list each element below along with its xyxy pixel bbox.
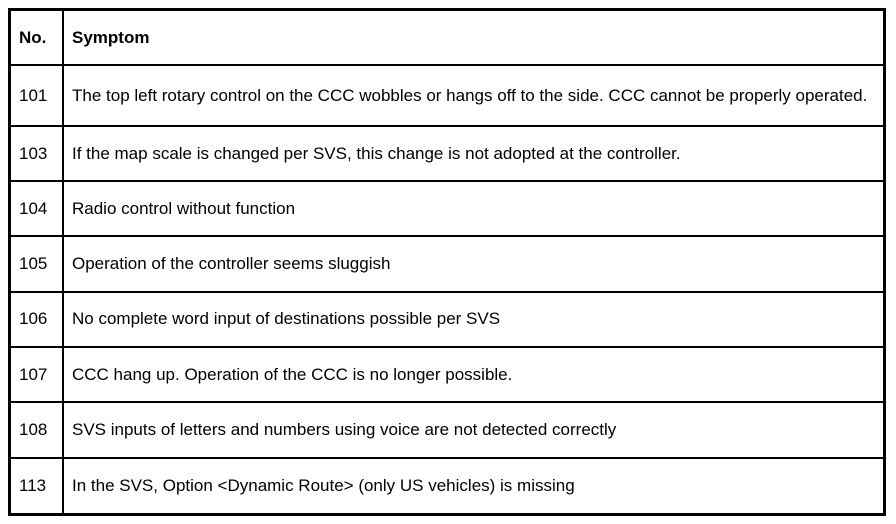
- row-number: 106: [11, 292, 63, 347]
- row-symptom: SVS inputs of letters and numbers using voice are not detected correctly: [63, 402, 883, 457]
- row-symptom: CCC hang up. Operation of the CCC is no longer possible.: [63, 347, 883, 402]
- row-number: 105: [11, 236, 63, 291]
- table-row: [11, 236, 883, 291]
- header-no: No.: [11, 11, 63, 65]
- table-header-row: [11, 11, 883, 65]
- row-number: 104: [11, 181, 63, 236]
- row-number: 101: [11, 65, 63, 126]
- table-row: [11, 347, 883, 402]
- symptom-table-container: [8, 8, 886, 516]
- table-row: [11, 126, 883, 181]
- table-row: [11, 181, 883, 236]
- row-symptom: If the map scale is changed per SVS, this change is not adopted at the controller.: [63, 126, 883, 181]
- row-symptom: Operation of the controller seems sluggish: [63, 236, 883, 291]
- symptom-table: [11, 11, 883, 513]
- row-number: 107: [11, 347, 63, 402]
- table-row: [11, 402, 883, 457]
- table-row: [11, 458, 883, 513]
- row-number: 113: [11, 458, 63, 513]
- row-number: 108: [11, 402, 63, 457]
- table-row: [11, 292, 883, 347]
- row-symptom: No complete word input of destinations possible per SVS: [63, 292, 883, 347]
- row-symptom: The top left rotary control on the CCC wobbles or hangs off to the side. CCC cannot be properly operated.: [63, 65, 883, 126]
- header-symptom: Symptom: [63, 11, 883, 65]
- row-number: 103: [11, 126, 63, 181]
- table-row: [11, 65, 883, 126]
- row-symptom: In the SVS, Option <Dynamic Route> (only US vehicles) is missing: [63, 458, 883, 513]
- row-symptom: Radio control without function: [63, 181, 883, 236]
